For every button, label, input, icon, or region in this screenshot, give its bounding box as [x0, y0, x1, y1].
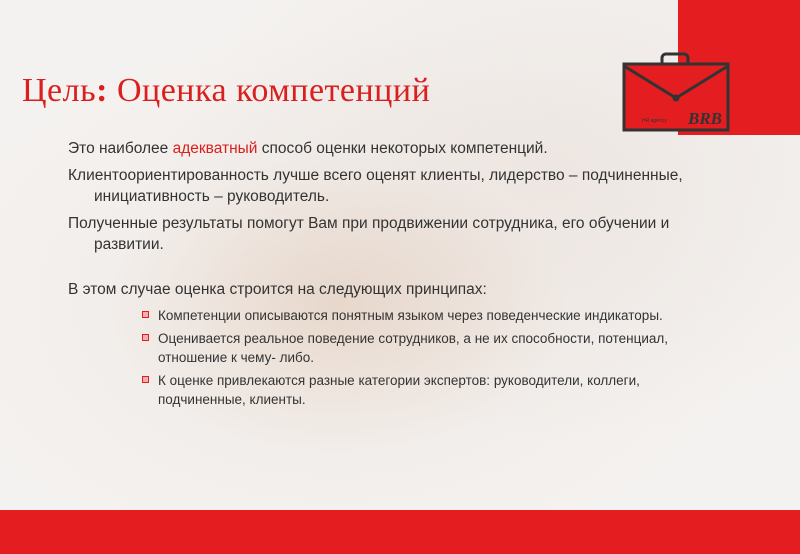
- paragraph-4: В этом случае оценка строится на следующих принципах:: [68, 281, 487, 298]
- paragraph-1-after: способ оценки некоторых компетенций.: [257, 140, 548, 157]
- list-item: [138, 329, 708, 367]
- bullet-square-icon: [142, 334, 149, 341]
- title-part2: Оценка компетенций: [107, 72, 431, 109]
- brb-logo: [622, 52, 730, 132]
- slide-content: [68, 138, 708, 413]
- logo-text: BRB: [688, 109, 723, 128]
- list-item-text: Компетенции описываются понятным языком через поведенческие индикаторы.: [158, 308, 663, 323]
- paragraph-1: [68, 138, 708, 159]
- spacer: [68, 261, 708, 279]
- bullet-square-icon: [142, 311, 149, 318]
- list-item-text: К оценке привлекаются разные категории экспертов: руководители, коллеги, подчиненные, клиенты.: [158, 373, 640, 407]
- paragraph-2: Клиентоориентированность лучше всего оценят клиенты, лидерство – подчиненные, инициативность – руководитель.: [68, 167, 683, 205]
- title-part1: Цель: [22, 72, 97, 109]
- list-item: [138, 371, 708, 409]
- title-colon: :: [96, 72, 108, 109]
- principles-list: [68, 306, 708, 409]
- bullet-square-icon: [142, 376, 149, 383]
- briefcase-icon: [622, 52, 730, 132]
- logo-small-text: HR agency: [642, 118, 667, 124]
- slide-title: [22, 72, 430, 110]
- paragraph-1-before: Это наиболее: [68, 140, 173, 157]
- list-item-text: Оценивается реальное поведение сотрудников, а не их способности, потенциал, отношение к чему- либо.: [158, 331, 669, 365]
- paragraph-3: Полученные результаты помогут Вам при продвижении сотрудника, его обучении и развитии.: [68, 215, 670, 253]
- list-item: [138, 306, 708, 325]
- bottom-red-bar: [0, 510, 800, 554]
- highlight-word: адекватный: [172, 140, 258, 157]
